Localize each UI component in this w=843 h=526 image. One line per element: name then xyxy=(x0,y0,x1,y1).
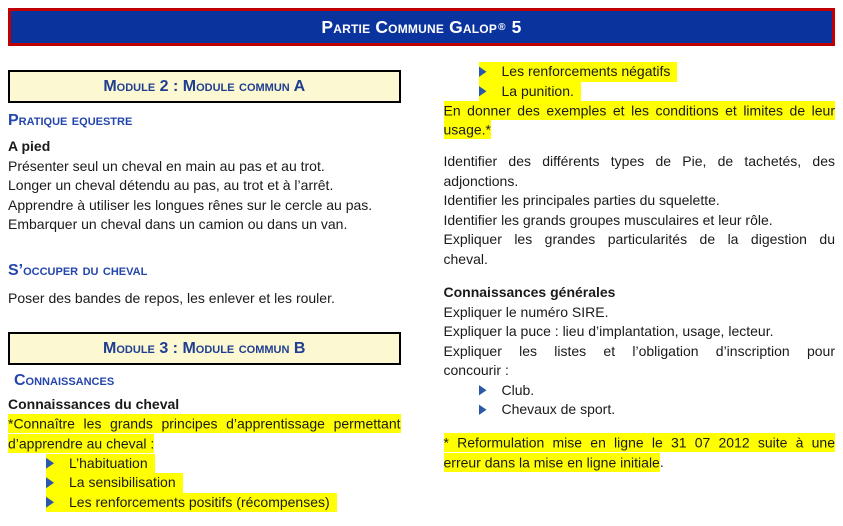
arrow-bullet-icon xyxy=(46,477,54,488)
paragraph-line: Expliquer le numéro SIRE. xyxy=(443,303,609,320)
bullet-label: Club. xyxy=(501,381,535,398)
arrow-bullet-icon xyxy=(479,385,487,396)
label-connaissances-generales: Connaissances générales xyxy=(443,284,616,300)
highlighted-paragraph-line xyxy=(8,434,401,454)
paragraph-line: Présenter seul un cheval en main au pas et au trot. xyxy=(8,157,325,174)
highlight-mark: d’apprendre au cheval : xyxy=(8,435,155,451)
bullet-item xyxy=(46,493,337,513)
arrow-bullet-icon xyxy=(46,458,54,469)
label-a-pied: A pied xyxy=(8,138,51,154)
paragraph-line: Expliquer la puce : lieu d’implantation, usage, lecteur. xyxy=(443,323,774,339)
label-connaissances-du-cheval: Connaissances du cheval xyxy=(8,396,180,412)
header-banner xyxy=(8,8,835,46)
module-2-title: Module 2 : Module commun A xyxy=(103,77,306,95)
bullet-item xyxy=(479,62,678,82)
section-heading-connaissances: Connaissances xyxy=(14,372,115,389)
concourir-bullet-list xyxy=(444,381,836,420)
footnote-line xyxy=(444,434,836,454)
highlighted-paragraph-line xyxy=(444,101,836,121)
section-heading-soccuper-du-cheval: S’occuper du cheval xyxy=(8,261,148,279)
paragraph-line: Expliquer les listes et l’obligation d’inscription pour xyxy=(443,342,835,359)
renforcement-bullet-list xyxy=(444,62,836,101)
highlighted-paragraph-line xyxy=(444,121,836,141)
highlight-mark: En donner des exemples et les conditions et limites de leur xyxy=(443,102,835,118)
highlighted-paragraph-line xyxy=(8,415,401,435)
highlight-mark: usage.* xyxy=(443,121,491,138)
right-column xyxy=(444,62,836,512)
arrow-bullet-icon xyxy=(479,66,487,77)
bullet-label: La punition. xyxy=(501,82,574,99)
bullet-item xyxy=(479,82,581,102)
bullet-label: Les renforcements positifs (récompenses) xyxy=(69,493,330,510)
two-column-layout xyxy=(8,62,835,512)
highlight-mark: * Reformulation mise en ligne le 31 07 2012 suite à une xyxy=(443,434,835,451)
bullet-label: Les renforcements négatifs xyxy=(501,63,671,79)
section-heading-pratique-equestre: Pratique equestre xyxy=(8,112,133,129)
paragraph-line: concourir : xyxy=(443,362,509,378)
arrow-bullet-icon xyxy=(479,86,487,97)
paragraph-line: adjonctions. xyxy=(443,172,519,189)
bullet-item xyxy=(46,473,183,493)
paragraph-line: Embarquer un cheval dans un camion ou dans un van. xyxy=(8,216,348,232)
highlight-mark: erreur dans la mise en ligne initiale xyxy=(443,454,660,470)
highlight-mark: *Connaître les grands principes d’apprentissage permettant xyxy=(8,415,401,432)
module-3-box xyxy=(8,332,401,365)
bullet-item xyxy=(479,381,535,401)
paragraph-line: Identifier les grands groupes musculaires et leur rôle. xyxy=(443,211,773,228)
paragraph-line: cheval. xyxy=(443,250,488,267)
apprentissage-bullet-list xyxy=(8,454,401,513)
left-column xyxy=(8,62,401,512)
paragraph-line: Poser des bandes de repos, les enlever et les rouler. xyxy=(8,289,335,306)
module-3-title: Module 3 : Module commun B xyxy=(103,339,306,357)
arrow-bullet-icon xyxy=(46,497,54,508)
footnote-line xyxy=(444,453,836,473)
paragraph-line: Apprendre à utiliser les longues rênes sur le cercle au pas. xyxy=(8,196,373,213)
bullet-item xyxy=(46,454,155,474)
paragraph-line: Identifier des différents types de Pie, de tachetés, des xyxy=(443,153,835,169)
page-title: Partie Commune Galop xyxy=(321,16,498,37)
paragraph-line: Longer un cheval détendu au pas, au trot et à l’arrêt. xyxy=(8,177,334,193)
bullet-item xyxy=(479,400,616,420)
page-title-number: 5 xyxy=(511,16,522,37)
bullet-label: L’habituation xyxy=(69,454,148,471)
arrow-bullet-icon xyxy=(479,404,487,415)
registered-trademark-mark: ® xyxy=(498,21,506,33)
bullet-label: La sensibilisation xyxy=(69,474,176,490)
footnote-period: . xyxy=(659,454,664,470)
paragraph-line: Expliquer les grandes particularités de la digestion du xyxy=(443,231,835,247)
module-2-box xyxy=(8,70,401,103)
bullet-label: Chevaux de sport. xyxy=(501,401,616,417)
paragraph-line: Identifier les principales parties du squelette. xyxy=(443,192,720,208)
